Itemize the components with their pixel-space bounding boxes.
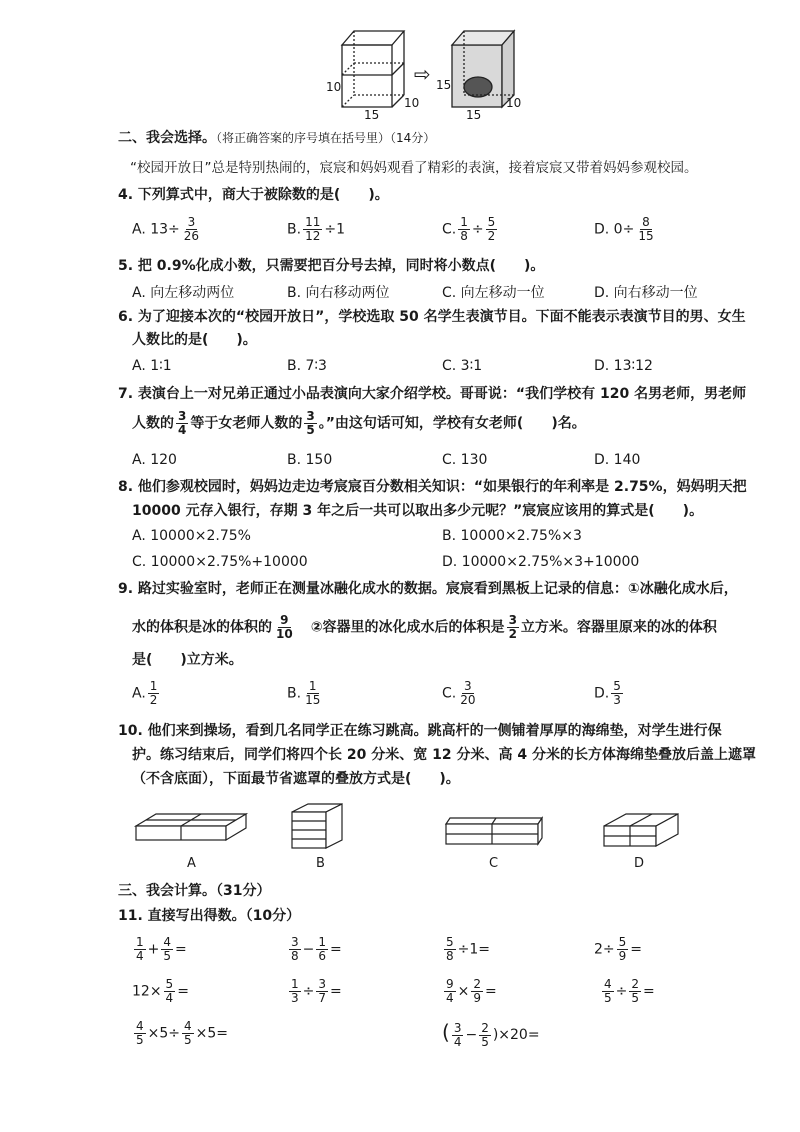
- q6-option-a[interactable]: A. 1∶1: [132, 358, 172, 374]
- q4-option-d[interactable]: [594, 216, 658, 243]
- q8-stem-line2: 10000 元存入银行，存期 3 年之后一共可以取出多少元呢？”宸宸应该用的算式是( )。: [132, 503, 704, 519]
- q5-option-c[interactable]: C. 向左移动一位: [442, 285, 545, 301]
- op: −: [302, 941, 315, 958]
- q9-c-fraction: [458, 680, 477, 707]
- den: 5: [184, 1033, 192, 1047]
- q9-option-d[interactable]: [594, 680, 625, 707]
- den: 5: [306, 423, 315, 437]
- calc-r3-1: [132, 1020, 228, 1047]
- eq: =: [485, 983, 497, 1000]
- op: ÷: [615, 983, 628, 1000]
- num: 1: [460, 215, 468, 229]
- pre: (: [442, 1020, 450, 1044]
- den: 20: [460, 693, 476, 707]
- q10-figure-c: [442, 812, 546, 848]
- q7-option-a[interactable]: A. 120: [132, 452, 177, 468]
- eq: =: [630, 941, 643, 958]
- f: [479, 1022, 491, 1049]
- num: 3: [453, 1020, 462, 1035]
- q7-text-b: 等于女老师人数的: [190, 415, 303, 432]
- den: 4: [165, 991, 174, 1005]
- op: −: [465, 1027, 478, 1043]
- q7-fraction-1: [176, 410, 188, 437]
- q9-d-fraction: [611, 680, 623, 707]
- num: 1: [291, 977, 299, 991]
- q8-option-b[interactable]: B. 10000×2.75%×3: [442, 528, 582, 544]
- calc-r2-4: [600, 978, 655, 1005]
- q5-option-a[interactable]: A. 向左移动两位: [132, 285, 235, 301]
- q4-c-op: ÷: [471, 221, 484, 238]
- den: 15: [305, 693, 321, 707]
- f: [629, 978, 641, 1005]
- f: [316, 936, 328, 963]
- section2-note: （将正确答案的序号填在括号里）（14分）: [216, 131, 436, 145]
- section2-intro: “校园开放日”总是特别热闹的，宸宸和妈妈观看了精彩的表演，接着宸宸又带着妈妈参观校园。: [130, 160, 698, 176]
- eq: =: [330, 941, 342, 958]
- q9-stem-line2: [132, 614, 717, 641]
- eq: =: [175, 941, 187, 958]
- eq: =: [330, 983, 342, 1000]
- pre: 2÷: [594, 941, 615, 958]
- q5-stem: 5. 把 0.9%化成小数，只需要把百分号去掉，同时将小数点( )。: [118, 258, 545, 274]
- q4-a-label: A. 13÷: [132, 221, 180, 238]
- op: ÷: [302, 983, 315, 1000]
- box1-depth-label: 10: [404, 96, 420, 110]
- eq: =: [643, 983, 655, 1000]
- tail: ×5=: [195, 1025, 229, 1042]
- q10-stem-line2: 护。练习结束后，同学们将四个长 20 分米、宽 12 分米、高 4 分米的长方体海绵垫叠放后盖上遮罩: [132, 747, 756, 763]
- q9-fraction-1: [274, 614, 295, 641]
- num: 9: [446, 977, 454, 991]
- f: [289, 978, 301, 1005]
- q10-stem-line3: （不含底面），下面最节省遮罩的叠放方式是( )。: [132, 771, 460, 787]
- calc-r1-3: [442, 936, 490, 963]
- den: 15: [638, 229, 654, 243]
- box2-depth-label: 10: [506, 96, 522, 110]
- den: 9: [618, 949, 627, 963]
- q9-b-fraction: [303, 680, 322, 707]
- q11-stem: 11. 直接写出得数。（10分）: [118, 908, 301, 924]
- calc-r1-1: [132, 936, 187, 963]
- q9-d-label: D.: [594, 685, 610, 702]
- den: 6: [318, 949, 327, 963]
- q4-b-tail: ÷1: [324, 221, 345, 238]
- q4-d-label: D. 0÷: [594, 221, 635, 238]
- den: 3: [291, 991, 299, 1005]
- f: [444, 978, 456, 1005]
- f: [617, 936, 629, 963]
- op: +: [147, 941, 160, 958]
- q10-figure-b: [288, 800, 348, 850]
- den: 12: [305, 229, 321, 243]
- num: 9: [280, 613, 289, 627]
- eq: =: [177, 983, 189, 1000]
- den: 4: [178, 423, 187, 437]
- q7-option-d[interactable]: D. 140: [594, 452, 641, 468]
- f: [289, 936, 301, 963]
- op: ÷1: [457, 941, 479, 958]
- f: [134, 1020, 146, 1047]
- q7-stem-line2: [132, 410, 586, 437]
- num: 4: [163, 935, 172, 949]
- q9-a-label: A.: [132, 685, 146, 702]
- section2-heading: [118, 128, 435, 148]
- box1-height-label: 10: [326, 80, 342, 94]
- num: 5: [446, 935, 454, 949]
- q10-label-c: C: [489, 856, 499, 871]
- q8-option-d[interactable]: D. 10000×2.75%×3+10000: [442, 554, 640, 570]
- q10-figure-d: [600, 808, 684, 850]
- q6-stem-line1: 6. 为了迎接本次的“校园开放日”，学校选取 50 名学生表演节目。下面不能表示表演节目的男、女生: [118, 309, 746, 325]
- num: 5: [487, 215, 496, 229]
- f: [161, 936, 173, 963]
- num: 3: [187, 215, 196, 229]
- box2-height-label: 15: [436, 78, 452, 92]
- den: 9: [473, 991, 482, 1005]
- q6-option-c[interactable]: C. 3∶1: [442, 358, 483, 374]
- den: 10: [276, 627, 293, 641]
- q9-option-a[interactable]: [132, 680, 161, 707]
- q8-option-a[interactable]: A. 10000×2.75%: [132, 528, 251, 544]
- q4-a-fraction: [182, 216, 201, 243]
- q7-text-a: 人数的: [132, 415, 174, 432]
- pre: 12×: [132, 983, 162, 1000]
- num: 3: [508, 613, 517, 627]
- q4-d-fraction: [636, 216, 655, 243]
- q10-figure-a: [132, 808, 250, 848]
- section3-title: 三、我会计算。（31分）: [118, 883, 271, 899]
- q7-option-b[interactable]: B. 150: [287, 452, 333, 468]
- q7-option-c[interactable]: C. 130: [442, 452, 488, 468]
- num: 4: [604, 977, 612, 991]
- den: 26: [183, 229, 200, 243]
- q10-label-b: B: [316, 856, 325, 871]
- num: 2: [481, 1020, 489, 1035]
- den: 4: [446, 991, 454, 1005]
- num: 3: [464, 679, 472, 693]
- num: 3: [318, 977, 327, 991]
- calc-r2-3: [442, 978, 497, 1005]
- f: [444, 936, 456, 963]
- q9-text-b: ②容器里的冰化成水后的体积是: [296, 619, 505, 636]
- q4-stem: 4. 下列算式中，商大于被除数的是( )。: [118, 187, 389, 203]
- tail: )×20=: [492, 1027, 540, 1043]
- f: [471, 978, 483, 1005]
- q7-stem-line1: 7. 表演台上一对兄弟正通过小品表演向大家介绍学校。哥哥说：“我们学校有 120 名男老师，男老师: [118, 386, 747, 402]
- q10-label-a: A: [187, 856, 196, 871]
- num: 1: [318, 935, 327, 949]
- q8-option-c[interactable]: C. 10000×2.75%+10000: [132, 554, 308, 570]
- den: 4: [453, 1034, 462, 1049]
- num: 8: [642, 215, 650, 229]
- q8-stem-line1: 8. 他们参观校园时，妈妈边走边考宸宸百分数相关知识：“如果银行的年利率是 2.75%，妈妈明天把: [118, 479, 747, 495]
- calc-r1-2: [287, 936, 342, 963]
- q4-b-label: B.: [287, 221, 302, 238]
- num: 2: [631, 977, 640, 991]
- den: 8: [460, 229, 468, 243]
- mid: ×5÷: [147, 1025, 181, 1042]
- q4-c-frac2: [486, 216, 498, 243]
- q9-option-b[interactable]: [287, 680, 324, 707]
- f: [164, 978, 176, 1005]
- den: 5: [163, 949, 172, 963]
- q10-stem-line1: 10. 他们来到操场，看到几名同学正在练习跳高。跳高杆的一侧铺着厚厚的海绵垫，对学生进行保: [118, 723, 722, 739]
- q4-c-frac1: [458, 216, 470, 243]
- f: [182, 1020, 194, 1047]
- den: 5: [481, 1034, 489, 1049]
- arrow-icon: ⇨: [414, 62, 431, 86]
- num: 4: [136, 1019, 144, 1033]
- num: 4: [184, 1019, 192, 1033]
- num: 2: [473, 977, 482, 991]
- num: 3: [178, 409, 187, 423]
- q4-b-fraction: [303, 216, 322, 243]
- q4-option-a[interactable]: [132, 216, 203, 243]
- q9-a-fraction: [148, 680, 160, 707]
- q4-option-c[interactable]: [442, 216, 499, 243]
- q7-text-c: 。”由这句话可知，学校有女老师( )名。: [318, 415, 586, 432]
- calc-r2-1: [132, 978, 189, 1005]
- num: 3: [291, 935, 299, 949]
- num: 11: [305, 215, 321, 229]
- den: 2: [487, 229, 496, 243]
- calc-r2-2: [287, 978, 342, 1005]
- q6-option-b[interactable]: B. 7∶3: [287, 358, 327, 374]
- q9-stem-line3: 是( )立方米。: [132, 652, 243, 668]
- box1-width-label: 15: [364, 108, 380, 122]
- q4-c-label: C.: [442, 221, 457, 238]
- op: ×: [457, 983, 470, 1000]
- q9-option-c[interactable]: [442, 680, 480, 707]
- num: 5: [618, 935, 627, 949]
- den: 4: [136, 949, 144, 963]
- q5-option-d[interactable]: D. 向右移动一位: [594, 285, 698, 301]
- f: [134, 936, 146, 963]
- num: 1: [149, 679, 158, 693]
- q6-option-d[interactable]: D. 13∶12: [594, 358, 653, 374]
- den: 8: [291, 949, 299, 963]
- num: 5: [165, 977, 174, 991]
- num: 1: [308, 679, 317, 693]
- q9-c-label: C.: [442, 685, 457, 702]
- den: 8: [446, 949, 454, 963]
- den: 2: [149, 693, 158, 707]
- den: 7: [318, 991, 327, 1005]
- q4-option-b[interactable]: [287, 216, 345, 243]
- q5-option-b[interactable]: B. 向右移动两位: [287, 285, 390, 301]
- f: [316, 978, 328, 1005]
- q9-stem-line1: 9. 路过实验室时，老师正在测量冰融化成水的数据。宸宸看到黑板上记录的信息：①冰融化成水后，: [118, 581, 738, 597]
- num: 3: [306, 409, 315, 423]
- q9-text-a: 水的体积是冰的体积的: [132, 619, 272, 636]
- section2-title: 二、我会选择。: [118, 130, 216, 146]
- q9-b-label: B.: [287, 685, 302, 702]
- box2-width-label: 15: [466, 108, 482, 122]
- den: 5: [604, 991, 612, 1005]
- den: 5: [631, 991, 640, 1005]
- f: [602, 978, 614, 1005]
- num: 5: [613, 679, 621, 693]
- q7-fraction-2: [304, 410, 316, 437]
- q10-label-d: D: [634, 856, 645, 871]
- calc-r1-4: [594, 936, 642, 963]
- den: 3: [613, 693, 621, 707]
- q9-text-c: 立方米。容器里原来的冰的体积: [520, 619, 717, 636]
- eq: =: [478, 941, 491, 958]
- q6-stem-line2: 人数比的是( )。: [132, 332, 257, 348]
- calc-r3-2: [442, 1020, 540, 1049]
- num: 1: [136, 935, 144, 949]
- den: 5: [136, 1033, 144, 1047]
- q9-fraction-2: [507, 614, 519, 641]
- den: 2: [508, 627, 517, 641]
- f: [452, 1022, 464, 1049]
